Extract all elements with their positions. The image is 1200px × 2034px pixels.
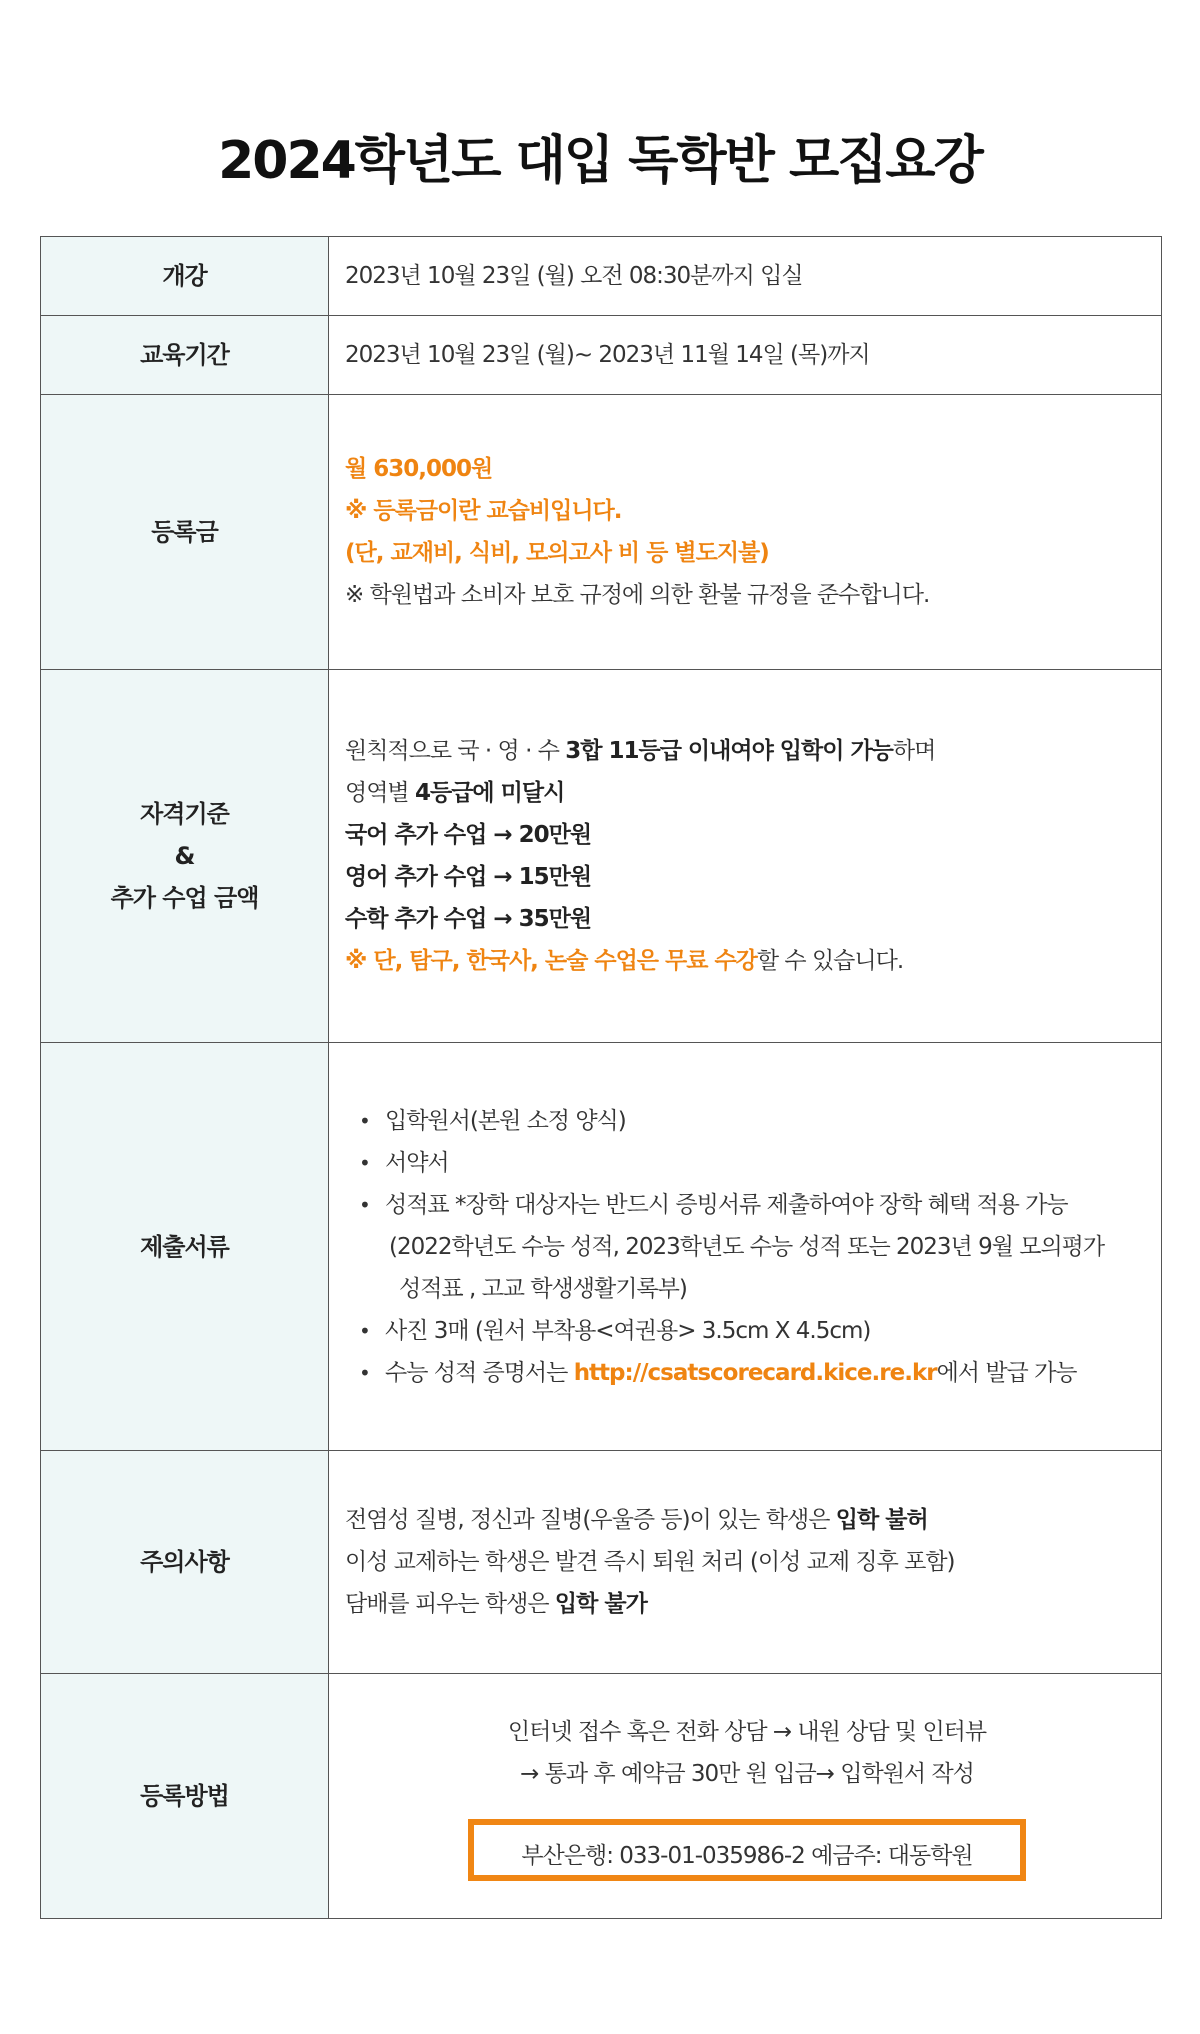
score-certificate-prefix: 수능 성적 증명서는 (385, 1359, 574, 1386)
label-qualification-line2: & (174, 842, 195, 870)
free-classes-note (345, 940, 1149, 982)
list-item (385, 1184, 1149, 1310)
caution-illness (345, 1499, 1149, 1541)
caution-illness-emphasis: 입학 불허 (835, 1507, 928, 1533)
caution-illness-text: 전염성 질병, 정신과 질병(우울증 등)이 있는 학생은 (345, 1507, 836, 1533)
list-item (385, 1352, 1149, 1394)
qualification-grade-prefix: 영역별 (345, 780, 415, 806)
list-item: • 입학원서(본원 소정 양식) (385, 1100, 1149, 1142)
fee-refund-policy: ※ 학원법과 소비자 보호 규정에 의한 환불 규정을 준수합니다. (345, 582, 930, 608)
admission-info-table (40, 236, 1162, 1919)
label-cautions: 주의사항 (41, 1451, 329, 1674)
documents-list (345, 1100, 1149, 1394)
free-classes-suffix: 할 수 있습니다. (756, 948, 904, 974)
fee-extra-costs: (단, 교재비, 식비, 모의고사 비 등 별도지불) (345, 540, 769, 566)
row-registration (41, 1674, 1162, 1919)
extra-class-korean: 국어 추가 수업 → 20만원 (345, 822, 592, 848)
score-certificate-suffix: 에서 발급 가능 (936, 1359, 1077, 1386)
registration-step-1: 인터넷 접수 혹은 전화 상담 → 내원 상담 및 인터뷰 (507, 1719, 987, 1745)
qualification-rule (345, 730, 1149, 772)
qualification-grade (345, 772, 1149, 814)
label-registration: 등록방법 (41, 1674, 329, 1919)
transcript-item: 성적표 *장학 대상자는 반드시 증빙서류 제출하여야 장학 혜택 적용 가능 (385, 1191, 1068, 1218)
opening-text: 2023년 10월 23일 (월) 오전 08:30분까지 입실 (329, 237, 1162, 316)
label-documents: 제출서류 (41, 1043, 329, 1451)
row-fee (41, 395, 1162, 670)
registration-content (329, 1674, 1162, 1919)
extra-class-math: 수학 추가 수업 → 35만원 (345, 906, 592, 932)
row-opening (41, 237, 1162, 316)
qualification-rule-prefix: 원칙적으로 국 · 영 · 수 (345, 738, 566, 764)
label-fee: 등록금 (41, 395, 329, 670)
caution-smoking-emphasis: 입학 불가 (554, 1591, 647, 1617)
fee-amount: 월 630,000원 (345, 456, 493, 482)
label-period: 교육기간 (41, 316, 329, 395)
qualification-rule-suffix: 하며 (892, 738, 936, 764)
label-opening: 개강 (41, 237, 329, 316)
score-certificate-link[interactable]: http://csatscorecard.kice.re.kr (573, 1359, 937, 1386)
transcript-detail-2: 성적표 , 고교 학생생활기록부) (399, 1275, 687, 1302)
caution-smoking-text: 담배를 피우는 학생은 (345, 1591, 555, 1617)
caution-smoking (345, 1583, 1149, 1625)
free-classes-emphasis: ※ 단, 탐구, 한국사, 논술 수업은 무료 수강 (345, 948, 757, 974)
transcript-detail-1: (2022학년도 수능 성적, 2023학년도 수능 성적 또는 2023년 9월 모의평가 (389, 1233, 1105, 1260)
row-qualification (41, 670, 1162, 1043)
fee-note: ※ 등록금이란 교습비입니다. (345, 498, 622, 524)
row-cautions (41, 1451, 1162, 1674)
page-title: 2024학년도 대입 독학반 모집요강 (218, 131, 982, 191)
qualification-content (329, 670, 1162, 1043)
qualification-grade-emphasis: 4등급에 미달시 (414, 780, 565, 806)
label-qualification-line3: 추가 수업 금액 (110, 884, 259, 912)
bank-account-box: 부산은행: 033-01-035986-2 예금주: 대동학원 (468, 1819, 1026, 1881)
registration-step-2: → 통과 후 예약금 30만 원 입금→ 입학원서 작성 (520, 1761, 974, 1787)
cautions-content (329, 1451, 1162, 1674)
documents-content (329, 1043, 1162, 1451)
row-documents (41, 1043, 1162, 1451)
period-text: 2023년 10월 23일 (월)~ 2023년 11월 14일 (목)까지 (329, 316, 1162, 395)
label-qualification (41, 670, 329, 1043)
row-period (41, 316, 1162, 395)
list-item: • 사진 3매 (원서 부착용<여권용> 3.5cm X 4.5cm) (385, 1310, 1149, 1352)
list-item: • 서약서 (385, 1142, 1149, 1184)
fee-content (329, 395, 1162, 670)
caution-relationship: 이성 교제하는 학생은 발견 즉시 퇴원 처리 (이성 교제 징후 포함) (345, 1549, 955, 1575)
extra-class-english: 영어 추가 수업 → 15만원 (345, 864, 592, 890)
label-qualification-line1: 자격기준 (140, 800, 229, 828)
qualification-rule-emphasis: 3합 11등급 이내여야 입학이 가능 (565, 738, 893, 764)
